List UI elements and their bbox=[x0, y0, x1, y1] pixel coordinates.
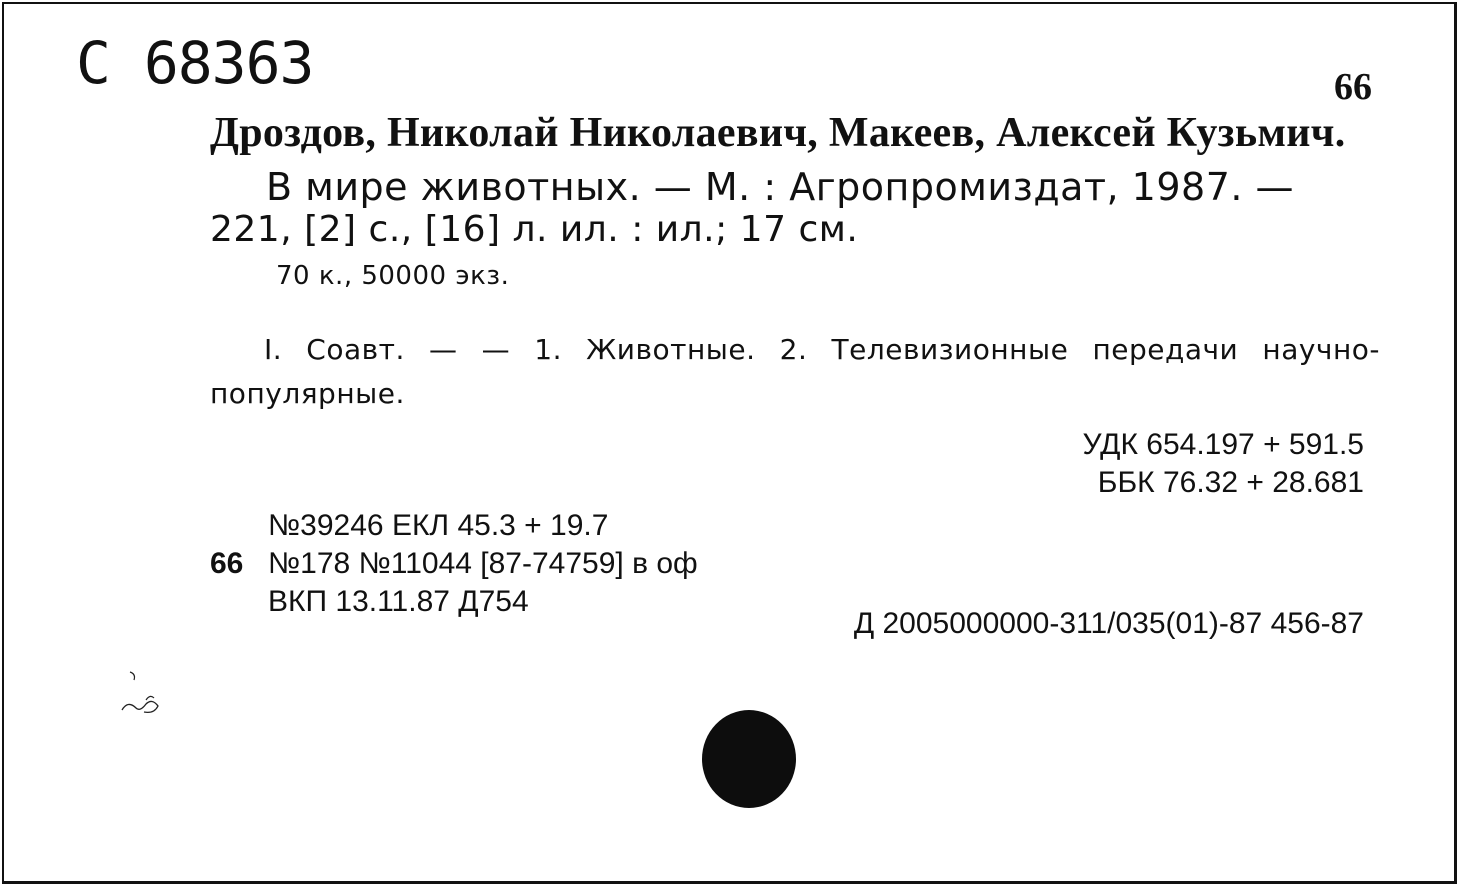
title-statement: В мире животных. — М. : Агропромиздат, 1987. — bbox=[266, 165, 1295, 209]
physical-description: 221, [2] с., [16] л. ил. : ил.; 17 см. bbox=[210, 209, 859, 250]
subject-headings: I. Соавт. — — 1. Животные. 2. Телевизионные передачи научно-популярные. bbox=[210, 333, 1380, 410]
order-line-1 bbox=[210, 507, 698, 545]
call-number: C 68363 bbox=[76, 29, 314, 97]
order-line-3 bbox=[210, 583, 698, 621]
card-number: 66 bbox=[1334, 66, 1372, 108]
order-block bbox=[210, 507, 698, 621]
punch-hole bbox=[702, 710, 796, 808]
authors-heading: Дроздов, Николай Николаевич, Макеев, Алексей Кузьмич. bbox=[210, 110, 1346, 156]
order-line-2 bbox=[210, 545, 698, 583]
handwritten-mark-icon bbox=[112, 666, 172, 726]
order-line-2-text: №178 №11044 [87-74759] в оф bbox=[268, 547, 698, 580]
classification-code: Д 2005000000-311/035(01)-87 456-87 bbox=[853, 607, 1364, 640]
udk-code: УДК 654.197 + 591.5 bbox=[1082, 428, 1364, 461]
bbk-code: ББК 76.32 + 28.681 bbox=[1097, 466, 1364, 499]
catalog-card bbox=[2, 2, 1457, 884]
order-line-1-text: №39246 ЕКЛ 45.3 + 19.7 bbox=[268, 509, 609, 542]
price-print-run: 70 к., 50000 экз. bbox=[276, 261, 510, 291]
order-card-number: 66 bbox=[210, 547, 244, 580]
order-line-3-text: ВКП 13.11.87 Д754 bbox=[268, 585, 529, 618]
